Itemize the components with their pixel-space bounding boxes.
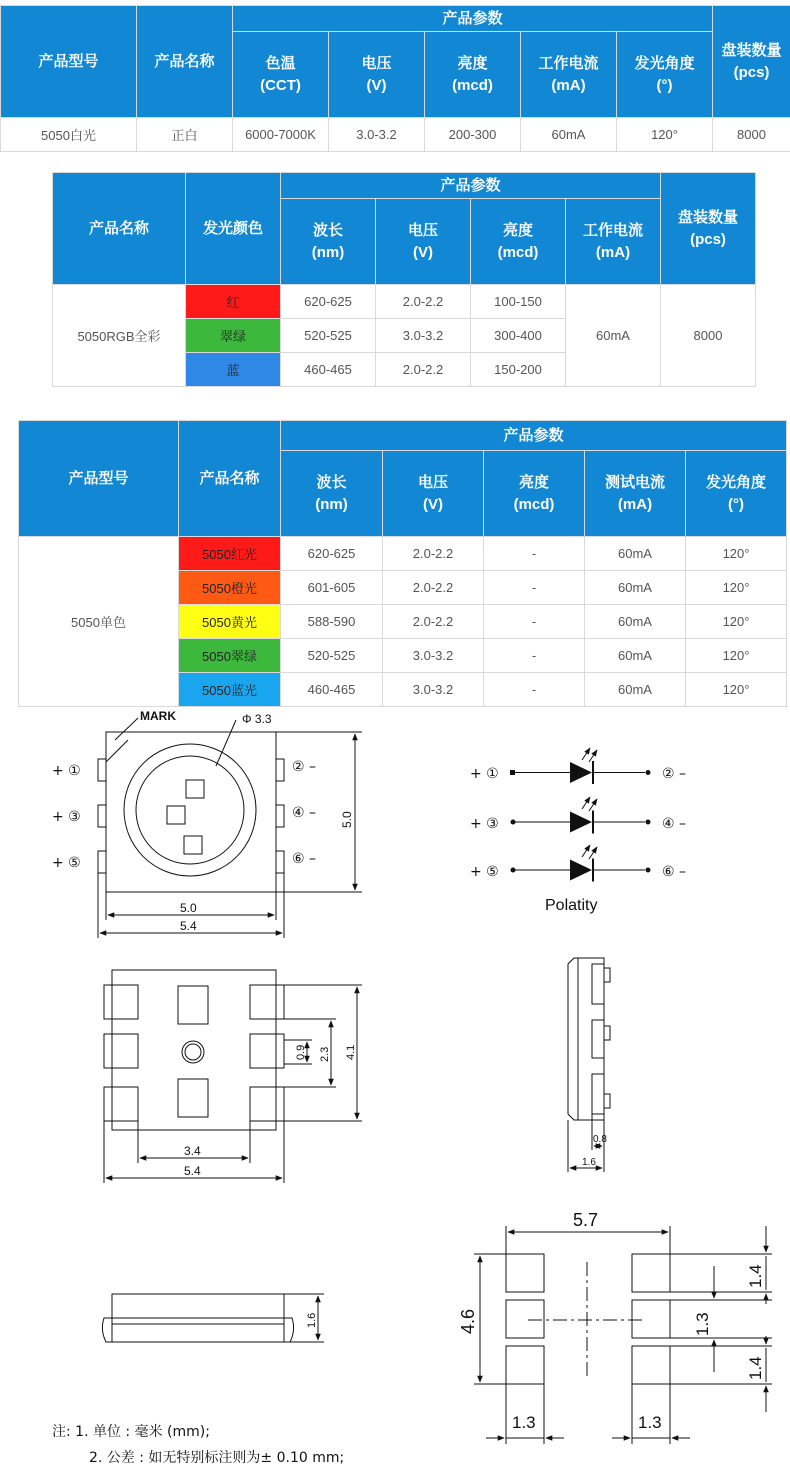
header-name: 产品名称 [137,6,233,118]
cell-voltage: 2.0-2.2 [376,285,471,319]
pin-label-4: ④ – [292,805,317,821]
pad-layout [458,1210,772,1444]
header-group: 产品参数 [233,6,713,32]
bottom-pad-6 [250,1087,284,1121]
header-current: 工作电流 (mA) [566,199,661,285]
dim-5-7: 5.7 [573,1210,599,1230]
pin-label-2: ② – [292,759,317,775]
color-swatch-blue: 5050蓝光 [179,673,281,707]
bottom-pad-2 [250,985,284,1019]
header-model: 产品型号 [1,6,137,118]
chip-2 [167,806,185,824]
cell-wavelength: 460-465 [281,353,376,387]
header-brightness: 亮度 (mcd) [425,32,521,118]
color-swatch-green: 5050翠绿 [179,639,281,673]
polarity-left-5: + ⑤ [470,864,499,880]
cell-brightness: - [484,639,585,673]
cell-wavelength: 620-625 [281,537,383,571]
cell-current: 60mA [585,571,686,605]
dim-0-8: 0.8 [593,1134,607,1145]
cell-brightness: 100-150 [471,285,566,319]
cell-voltage: 2.0-2.2 [383,537,484,571]
polarity-left-1: + ① [470,766,499,782]
header-name: 产品名称 [179,421,281,537]
cell-current: 60mA [521,118,617,152]
land-pad-4 [632,1300,670,1338]
cell-model: 5050白光 [1,118,137,152]
cell-wavelength: 620-625 [281,285,376,319]
header-cct: 色温 (CCT) [233,32,329,118]
cell-voltage: 2.0-2.2 [376,353,471,387]
land-pad-6 [632,1346,670,1384]
dim-2-3: 2.3 [319,1046,331,1062]
cell-brightness: - [484,673,585,707]
cell-voltage: 3.0-3.2 [329,118,425,152]
table-row [1,118,790,152]
header-brightness: 亮度 (mcd) [471,199,566,285]
spec-table-rgb [52,172,756,387]
dim-0-9: 0.9 [295,1044,307,1060]
note-tolerance: 2. 公差 : 如无特别标注则为± 0.10 mm; [89,1450,345,1466]
dim-4-1: 4.1 [345,1044,357,1060]
polarity-right-2: ② – [662,766,687,782]
bottom-pad-4 [250,1034,284,1068]
cell-brightness: 300-400 [471,319,566,353]
header-name: 产品名称 [53,173,186,285]
cell-angle: 120° [686,537,787,571]
cell-current: 60mA [585,537,686,571]
dim-1-6: 1.6 [582,1157,596,1168]
cell-brightness: - [484,571,585,605]
dim-1-4-top: 1.4 [746,1264,765,1288]
cell-voltage: 2.0-2.2 [383,605,484,639]
header-brightness: 亮度 (mcd) [484,451,585,537]
header-voltage: 电压 (V) [376,199,471,285]
header-wavelength: 波长 (nm) [281,451,383,537]
cell-wavelength: 520-525 [281,319,376,353]
dim-inner-width: 5.0 [180,901,197,915]
profile-view [102,1294,324,1342]
table-row [19,537,787,571]
cell-angle: 120° [686,673,787,707]
header-packing: 盘装数量 (pcs) [661,173,756,285]
pin-label-6: ⑥ – [292,851,317,867]
bottom-view [104,970,362,1183]
polarity-left-3: + ③ [470,816,499,832]
cell-packing: 8000 [661,285,756,387]
cell-current: 60mA [585,673,686,707]
bottom-pad-5 [104,1087,138,1121]
side-pad-2 [592,1020,604,1058]
polarity-right-6: ⑥ – [662,864,687,880]
chip-1 [186,780,204,798]
dim-5-4: 5.4 [184,1164,201,1178]
phi-label: Φ 3.3 [242,712,272,726]
lens-inner-circle [136,756,244,864]
land-pad-2 [632,1254,670,1292]
dim-1-4-bottom: 1.4 [746,1356,765,1380]
bottom-pad-1 [104,985,138,1019]
led-symbol-1 [510,748,651,784]
led-symbol-3 [511,845,651,882]
header-group: 产品参数 [281,421,787,451]
header-angle: 发光角度 (°) [686,451,787,537]
header-angle: 发光角度 (°) [617,32,713,118]
dim-4-6: 4.6 [458,1308,478,1334]
pin-label-1: + ① [52,763,81,779]
polarity-right-4: ④ – [662,816,687,832]
land-pad-1 [506,1254,544,1292]
color-swatch-red: 5050红光 [179,537,281,571]
dim-3-4: 3.4 [184,1144,201,1158]
cell-wavelength: 588-590 [281,605,383,639]
cell-model: 5050单色 [19,537,179,707]
cell-angle: 120° [617,118,713,152]
land-pad-5 [506,1346,544,1384]
pad-left-2 [98,805,106,827]
table-row [53,285,756,319]
cell-voltage: 3.0-3.2 [383,639,484,673]
header-voltage: 电压 (V) [329,32,425,118]
cell-brightness: 150-200 [471,353,566,387]
bottom-center-pad-bottom [178,1079,208,1117]
spec-table-mono [18,420,787,707]
cell-product-name: 5050RGB全彩 [53,285,186,387]
dim-outer-width: 5.4 [180,919,197,933]
header-current: 工作电流 (mA) [521,32,617,118]
side-pad-3 [592,1074,604,1114]
header-wavelength: 波长 (nm) [281,199,376,285]
top-view [52,709,362,938]
cell-voltage: 3.0-3.2 [376,319,471,353]
pad-right-1 [276,759,284,781]
cell-packing: 8000 [713,118,790,152]
polarity-label: Polatity [545,897,598,914]
color-swatch-orange: 5050橙光 [179,571,281,605]
header-packing: 盘装数量 (pcs) [713,6,790,118]
lens-outer-circle [124,744,256,876]
cell-angle: 120° [686,639,787,673]
pin-label-5: + ⑤ [52,855,81,871]
cell-current: 60mA [585,639,686,673]
cell-brightness: - [484,537,585,571]
dim-1-3-right: 1.3 [638,1413,662,1432]
header-current: 测试电流 (mA) [585,451,686,537]
dim-1-3-middle: 1.3 [693,1312,712,1336]
pad-left-3 [98,851,106,873]
land-pad-3 [506,1300,544,1338]
color-swatch-blue: 蓝 [186,353,281,387]
cell-voltage: 3.0-3.2 [383,673,484,707]
header-color: 发光颜色 [186,173,281,285]
led-symbol-2 [511,797,651,834]
header-model: 产品型号 [19,421,179,537]
mark-corner [106,740,128,762]
cell-wavelength: 520-525 [281,639,383,673]
header-group: 产品参数 [281,173,661,199]
color-swatch-red: 红 [186,285,281,319]
cell-angle: 120° [686,605,787,639]
mark-leader [115,718,138,740]
pin-label-3: + ③ [52,809,81,825]
header-voltage: 电压 (V) [383,451,484,537]
spec-table-white [0,5,790,152]
cell-current: 60mA [566,285,661,387]
cell-angle: 120° [686,571,787,605]
pad-left-1 [98,759,106,781]
cell-current: 60mA [585,605,686,639]
dim-height: 5.0 [340,811,354,828]
profile-dim-1-6: 1.6 [306,1312,318,1328]
pad-right-3 [276,851,284,873]
technical-drawing [0,700,790,1470]
bottom-center-pad-top [178,986,208,1024]
cell-voltage: 2.0-2.2 [383,571,484,605]
cell-wavelength: 601-605 [281,571,383,605]
note-unit: 注: 1. 单位 : 毫米 (mm); [52,1424,210,1440]
mark-label: MARK [140,709,176,723]
bottom-pad-3 [104,1034,138,1068]
color-swatch-yellow: 5050黄光 [179,605,281,639]
cell-cct: 6000-7000K [233,118,329,152]
chip-3 [184,836,202,854]
cell-name: 正白 [137,118,233,152]
side-pad-1 [592,964,604,1004]
dim-1-3-left: 1.3 [512,1413,536,1432]
pad-right-2 [276,805,284,827]
cell-brightness: - [484,605,585,639]
cell-wavelength: 460-465 [281,673,383,707]
cell-brightness: 200-300 [425,118,521,152]
color-swatch-green: 翠绿 [186,319,281,353]
polarity-diagram [470,748,686,914]
side-view [568,958,610,1172]
